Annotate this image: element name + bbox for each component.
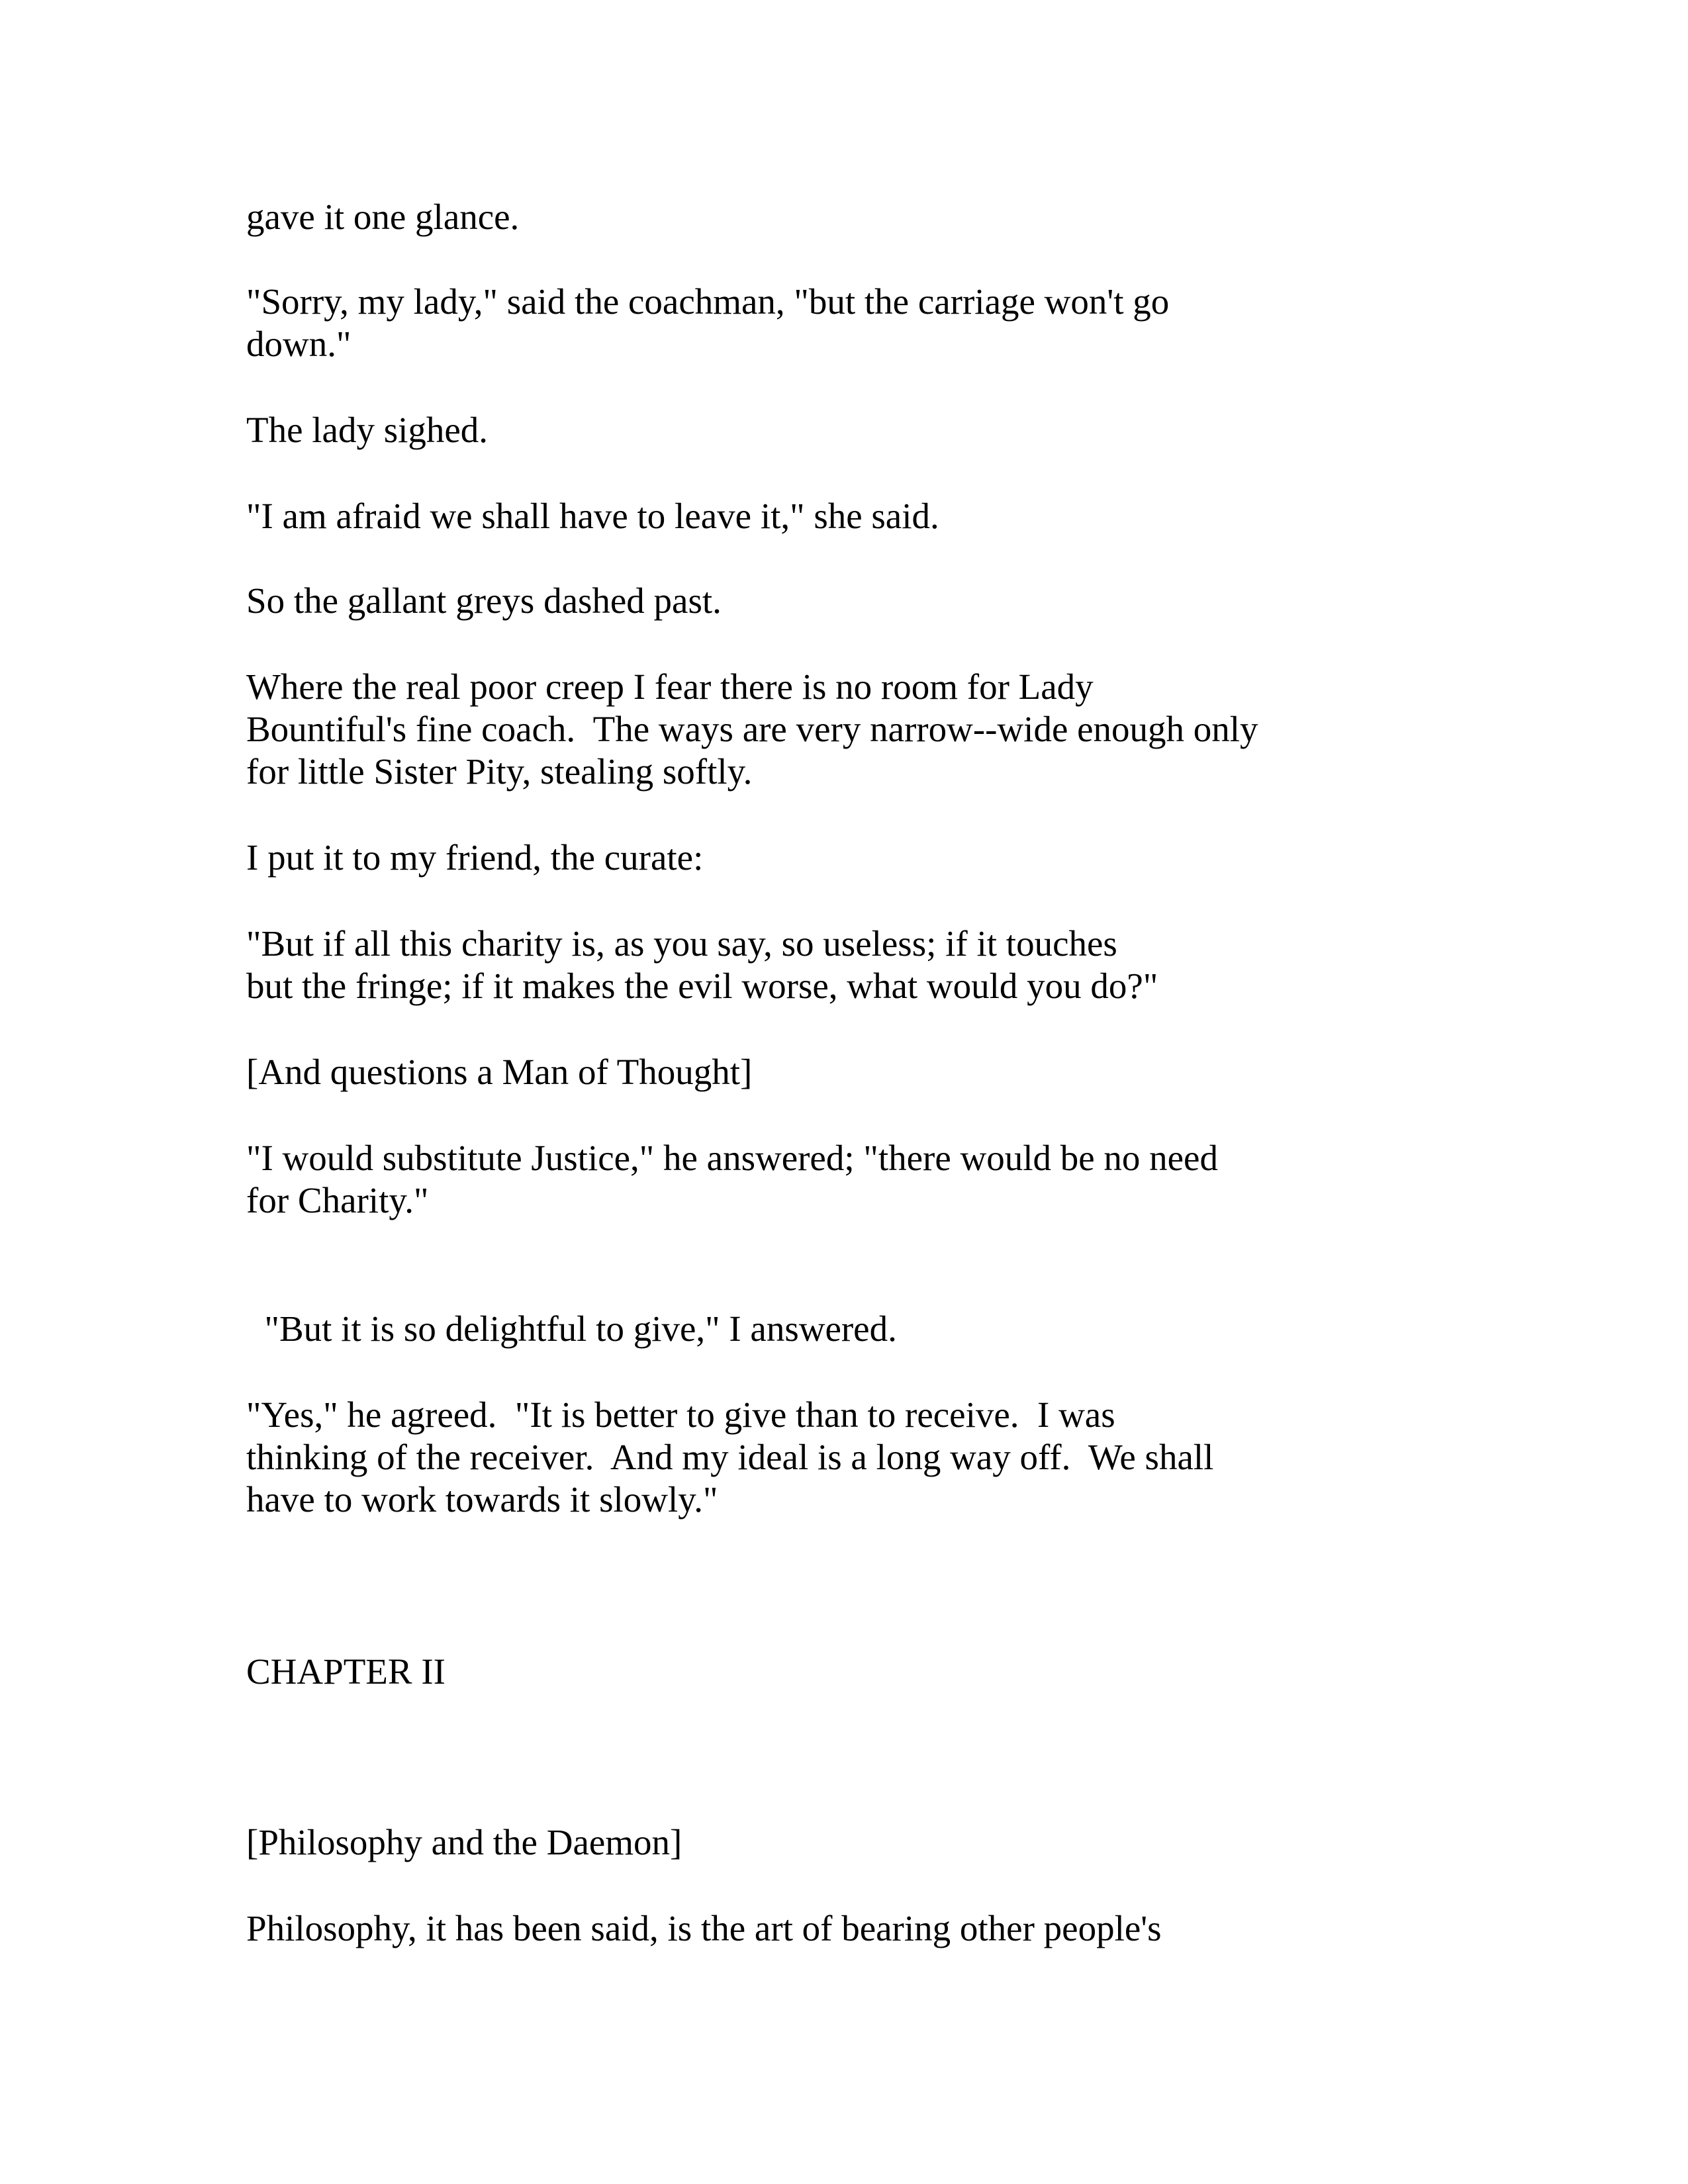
text-line: for little Sister Pity, stealing softly. [246, 751, 753, 792]
text-line: I put it to my friend, the curate: [246, 837, 704, 878]
text-line: So the gallant greys dashed past. [246, 580, 722, 621]
text-line: "But it is so delightful to give," I answered. [246, 1308, 897, 1349]
text-line: Philosophy, it has been said, is the art of bearing other people's [246, 1908, 1162, 1948]
text-line: "I am afraid we shall have to leave it," she said. [246, 496, 939, 536]
text-line: "Yes," he agreed. "It is better to give than to receive. I was [246, 1394, 1115, 1435]
text-line: for Charity." [246, 1180, 429, 1220]
text-line: down." [246, 324, 352, 364]
text-line: have to work towards it slowly." [246, 1479, 718, 1520]
text-line: but the fringe; if it makes the evil worse, what would you do?" [246, 966, 1158, 1006]
chapter-heading: CHAPTER II [246, 1651, 445, 1692]
section-heading: [Philosophy and the Daemon] [246, 1822, 682, 1862]
text-line: thinking of the receiver. And my ideal is a long way off. We shall [246, 1437, 1214, 1477]
text-line: "Sorry, my lady," said the coachman, "but the carriage won't go [246, 281, 1170, 322]
text-line: Where the real poor creep I fear there is no room for Lady [246, 666, 1094, 707]
text-line: The lady sighed. [246, 410, 489, 450]
text-line: [And questions a Man of Thought] [246, 1052, 753, 1092]
text-line: gave it one glance. [246, 197, 520, 237]
text-line: "I would substitute Justice," he answered; "there would be no need [246, 1138, 1218, 1178]
text-line: Bountiful's fine coach. The ways are very narrow--wide enough only [246, 709, 1258, 749]
text-line: "But if all this charity is, as you say, so useless; if it touches [246, 923, 1117, 964]
